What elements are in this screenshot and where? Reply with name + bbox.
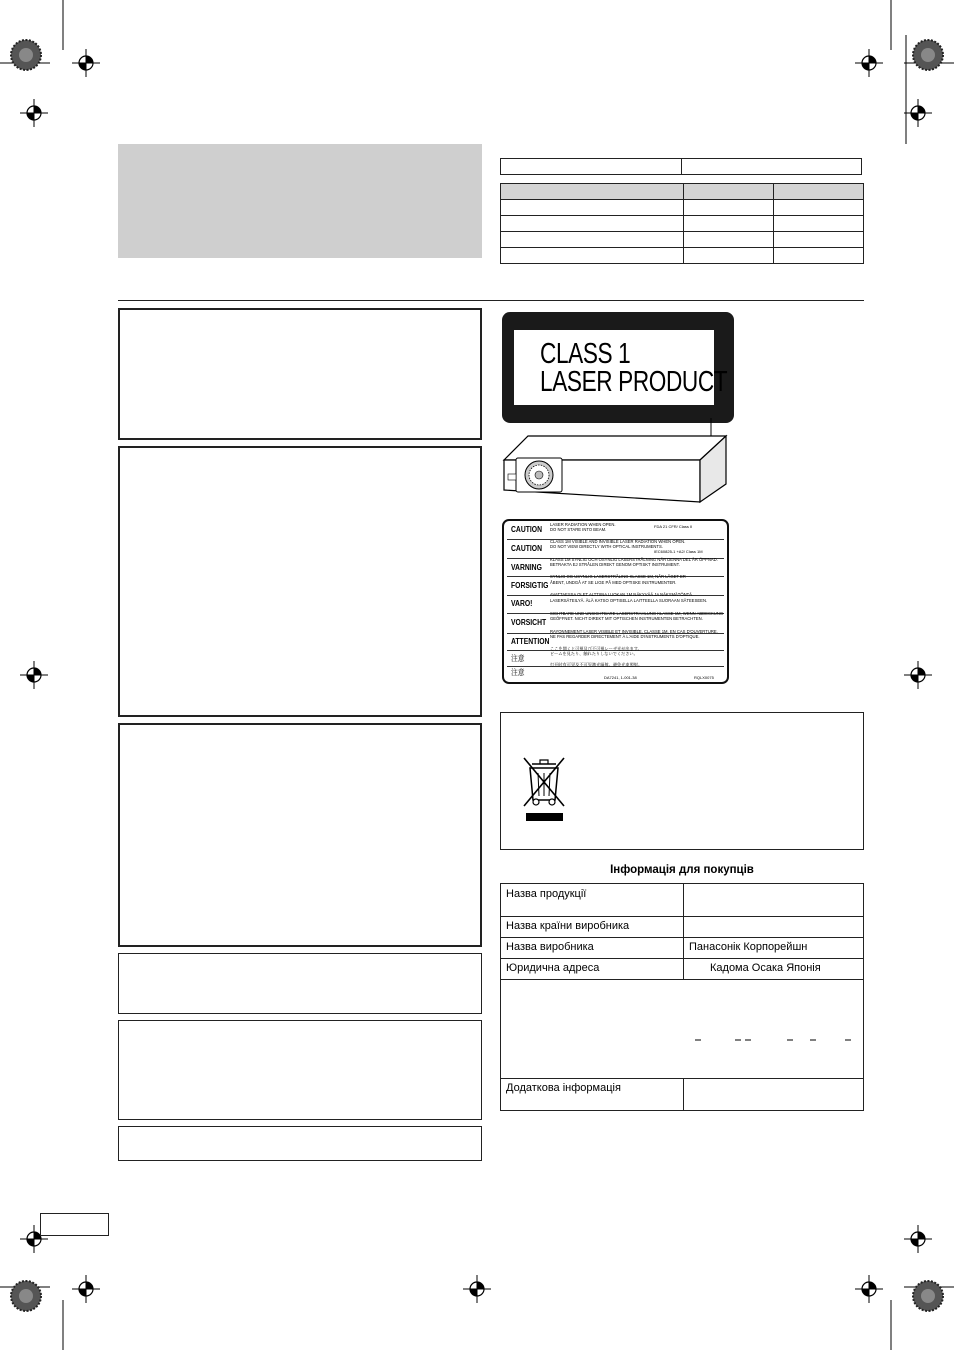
caution-text-8a: ここを開くと可視及び不可視レーザ光が出ます。	[550, 645, 642, 651]
purchaser-info-title: Інформація для покупців	[610, 864, 754, 876]
caution-word-7: ATTENTION	[511, 637, 550, 646]
caution-text-2b: DO NOT VIEW DIRECTLY WITH OPTICAL INSTRUMENTS.	[550, 544, 663, 550]
notice-box-4	[118, 953, 482, 1014]
notice-box-6	[118, 1126, 482, 1161]
purchaser-info-table	[500, 883, 864, 1111]
crossed-out-wheelie-bin-icon	[520, 756, 568, 822]
row-value-legal-address: Кадома Осака Японія	[684, 959, 864, 980]
section-divider	[118, 300, 864, 301]
caution-text-5a: AVATTAESSA OLET ALTTIINA LUOKAN 1M NÄKYVÄÄ JA NÄKYMÄTÖNTÄ	[550, 592, 692, 598]
caution-word-8: 注意	[511, 654, 525, 663]
dash-marks	[693, 1037, 863, 1043]
caution-word-5: VARO!	[511, 599, 533, 608]
caution-text-1a: LASER RADIATION WHEN OPEN.	[550, 522, 616, 527]
caution-note-1: FDA 21 CFR/ Class II	[654, 524, 693, 529]
laser-caution-sticker	[502, 519, 729, 684]
caution-note-2: IEC60825-1 +A2/ Class 1M	[654, 549, 703, 554]
row-value-additional-info	[684, 1079, 864, 1111]
caution-text-6a: SICHTBARE UND UNSICHTBARE LASERSTRAHLUNG KLASSE 1M, WENN ABDECKUNG	[550, 611, 724, 617]
caution-word-6: VORSICHT	[511, 618, 547, 627]
caution-code-right: RQLX0075	[694, 675, 714, 680]
spec-table-single-row	[500, 158, 862, 175]
header-shaded-block	[118, 144, 482, 258]
row-value-country	[684, 917, 864, 938]
caution-word-1: CAUTION	[511, 525, 542, 534]
notice-box-2	[118, 446, 482, 717]
row-label-additional-info: Додаткова інформація	[501, 1079, 684, 1111]
row-label-product-name: Назва продукції	[501, 884, 684, 917]
caution-word-3: VARNING	[511, 563, 542, 572]
row-label-legal-address: Юридична адреса	[501, 959, 684, 980]
caution-text-3b: BETRAKTA EJ STRÅLEN DIREKT GENOM OPTISKT INSTRUMENT.	[550, 562, 680, 568]
row-blank-info	[501, 980, 864, 1079]
row-value-manufacturer: Панасонік Корпорейшн	[684, 938, 864, 959]
caution-text-4b: ÅBENT, UNDGÅ AT SE LIGE PÅ MED OPTISKE INSTRUMENTER.	[550, 579, 677, 585]
caution-word-9: 注意	[511, 668, 525, 677]
notice-box-5	[118, 1020, 482, 1120]
row-value-product-name	[684, 884, 864, 917]
spec-table	[500, 183, 864, 264]
caution-word-2: CAUTION	[511, 544, 542, 553]
page-number-box	[40, 1213, 109, 1236]
caution-text-7a: RAYONNEMENT LASER VISIBLE ET INVISIBLE, CLASSE 1M, EN CAS D'OUVERTURE.	[550, 628, 718, 634]
caution-code-left: DA7241, 1-001-38	[604, 675, 637, 680]
caution-text-1b: DO NOT STARE INTO BEAM.	[550, 527, 607, 533]
caution-word-4: FORSIGTIG	[511, 581, 549, 590]
caution-text-8b: ビームを見たり、触れたりしないでください。	[550, 651, 638, 657]
player-device-illustration	[500, 418, 740, 508]
row-label-manufacturer: Назва виробника	[501, 938, 684, 959]
caution-text-2a: CLASS 1M VISIBLE AND INVISIBLE LASER RADIATION WHEN OPEN.	[550, 538, 686, 544]
caution-text-5b: LASERSÄTEILYÄ. ÄLÄ KATSO OPTISELLA LAITTEELLA SUORAAN SÄTEESEEN.	[550, 597, 708, 603]
notice-box-3	[118, 723, 482, 947]
caution-text-3a: KLASS 1M SYNLIG OCH OSYNLIG LASERSTRÅLNING NÄR DENNA DEL ÄR ÖPPNAD.	[550, 556, 718, 562]
class1-laser-label	[502, 312, 734, 423]
laser-label-line1: CLASS 1	[540, 337, 631, 370]
laser-label-line2: LASER PRODUCT	[540, 365, 728, 398]
caution-text-6b: GEÖFFNET. NICHT DIREKT MIT OPTISCHEN INSTRUMENTEN BETRACHTEN.	[550, 616, 703, 622]
notice-box-1	[118, 308, 482, 440]
caution-text-9a: 打开时有可见及不可见激光辐射。避免光束照射。	[550, 661, 643, 667]
caution-text-4a: SYNLIG OG USYNLIG LASERSTRÅLING KLASSE 1M, NÅR LÅGET ER	[550, 574, 686, 580]
caution-text-7b: NE PAS REGARDER DIRECTEMENT À L'AIDE D'INSTRUMENTS D'OPTIQUE.	[550, 634, 700, 640]
row-label-country: Назва країни виробника	[501, 917, 684, 938]
